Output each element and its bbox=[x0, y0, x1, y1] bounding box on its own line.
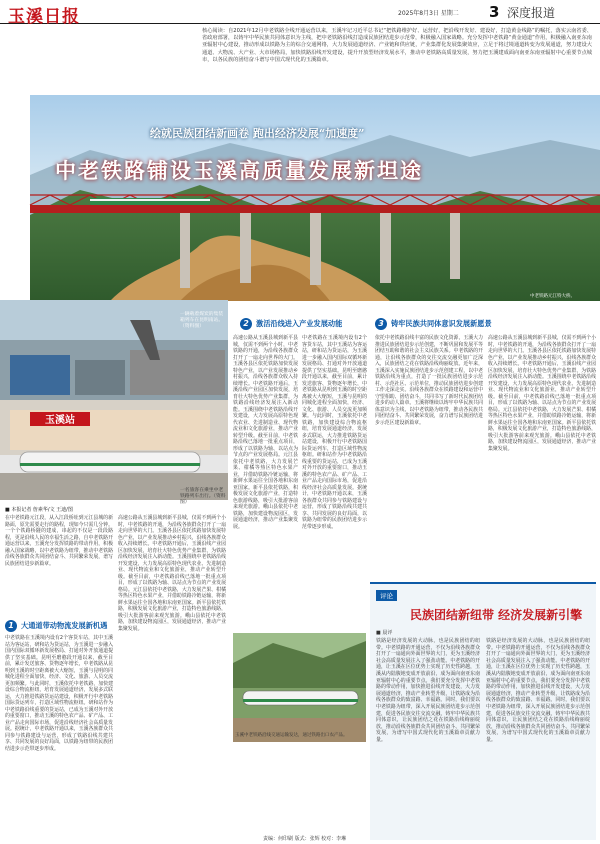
section-2-number: 2 bbox=[240, 318, 252, 330]
commentary-author: ■ 晨评 bbox=[376, 630, 393, 636]
section-3-heading bbox=[375, 318, 595, 329]
hero-caption: 中老铁路元江特大桥。 bbox=[530, 294, 575, 299]
section-2-heading bbox=[240, 318, 370, 329]
newspaper-logo: 玉溪日报 bbox=[8, 7, 80, 27]
masthead bbox=[0, 0, 600, 27]
station-and-train-illustration bbox=[0, 300, 228, 500]
byline: ■ 本报记者 詹素华/文 王迪/图 bbox=[5, 507, 73, 513]
section-3-column-b: 高速公路从玉溪县城到新平县城，仅需不到两个小时，中老铁路的开通，为沿线各族群众打开了一扇走向世界的大门。玉溪各县区依托铁路加快发展特色产业，以产业发展推动乡村振兴，沿线各族群众收入持续增长。中老铁路开通后，玉溪沿线产业园区加快发展，培育壮大特色优势产业集群，为铁路沿线经济发展注入新动能。玉溪围绕中老铁路沿线开发建设，大力发展高原特色现代农业、先进制造业、现代物流业和文化旅游业，推动产业转型升级。截至目前，中老铁路沿线已落地一批重点项目，形成了以铁路为轴、以站点为节点的产业发展格局。元江县依托中老铁路，大力发展芒果、柑橘等热区特色水果产业，并借助铁路冷链运输，将新鲜水果运往全国各地和东南亚国家。新平县依托铁路，积极发展文化旅游产业，打造特色旅游线路，吸引大批游客前来观光旅游。峨山县依托中老铁路，加快建设物流园区，发展通道经济，推动产业集聚发展。 bbox=[488, 335, 596, 452]
section-name: 深度报道 bbox=[507, 6, 556, 20]
section-3-column-a: 依托中老铁路沿线丰富的民族文化资源，玉溪大力推进民族团结进步示范创建，不断巩固和发展平等团结互助和谐的社会主义民族关系。中老铁路的开通，让沿线各族群众的交往交流交融更加广泛深入，民族团结之花在铁路沿线绚丽绽放。近年来，玉溪深入实施民族团结进步示范创建工程，以中老铁路沿线为重点，打造了一批民族团结进步示范村、示范社区、示范单位，推动民族团结进步创建工作走深走实。沿线各族群众在铁路建设和运营中守望相助、团结奋斗，共同书写了新时代民族团结进步的动人篇章。玉溪将继续以铸牢中华民族共同体意识为主线，以中老铁路为纽带，推动各民族共同团结奋斗、共同繁荣发展，奋力谱写民族团结进步示范区建设新篇章。 bbox=[375, 335, 483, 426]
editors-line: 责编：何印刷 版式：张辉 校对：李琳 bbox=[263, 836, 347, 842]
page-number: 3 bbox=[489, 3, 500, 21]
section-3-title: 铸牢民族共同体意识发展新愿景 bbox=[391, 318, 492, 328]
section-1-column-b: 高速公路从玉溪县城到新平县城，仅需不到两个小时，中老铁路的开通，为沿线各族群众打开了一扇走向世界的大门。玉溪各县区依托铁路加快发展特色产业，以产业发展推动乡村振兴，沿线各族群众收入持续增长。中老铁路开通后，玉溪沿线产业园区加快发展，培育壮大特色优势产业集群，为铁路沿线经济发展注入新动能。玉溪围绕中老铁路沿线开发建设，大力发展高原特色现代农业、先进制造业、现代物流业和文化旅游业，推动产业转型升级。截至目前，中老铁路沿线已落地一批重点项目，形成了以铁路为轴、以站点为节点的产业发展格局。元江县依托中老铁路，大力发展芒果、柑橘等热区特色水果产业，并借助铁路冷链运输，将新鲜水果运往全国各地和东南亚国家。新平县依托铁路，积极发展文化旅游产业，打造特色旅游线路，吸引大批游客前来观光旅游。峨山县依托中老铁路，加快建设物流园区，发展通道经济，推动产业集聚发展。 bbox=[118, 515, 226, 632]
section-1-column-a: 中老铁路在玉溪境内设有2个客货车站，其中玉溪站为客运站，研和站为货运站，为玉溪进一步融入国内国际双循环新发展格局、打通对外开放通道提供了坚实基础。昆明至磨憨段开通以来，截至目前，累计发送旅客、货物逐年增长，中老铁路从昆明到玉溪的时空距离被大大缩短，玉溪与昆明的同城化进程全面加快，经济、文化、旅游、人员交流更加频繁。与此同时，玉溪依托中老铁路，加快建设综合物流枢纽，培育发展通道经济，发展多式联运，大力推进铁路货运站建设，积极开行中老铁路国际货运列车，打造区域性物流枢纽。研和站作为中老铁路沿线重要的货运站，已成为玉溪对外开放的重要窗口，推动玉溪的特色农产品、矿产品、工业产品走向国际市场，促进沿线经济社会高质量发展。据统计，中老铁路开通以来，玉溪各族群众共同参与铁路建设与运营，形成了铁路沿线共建共享、共同发展的良好局面，以铁路为纽带的民族团结进步示范带逐步形成。 bbox=[5, 635, 113, 752]
station-photo bbox=[0, 300, 228, 505]
intro-column: 在中老铁路元江段，从入江段桥址到元江县城的新路面，原先需要走行的路程，现如今只需几分钟。一个个铁路桥隧的建成，串起的不仅是一段段路程，更是沿线人民的幸福生活之路，自中老铁路开通运营以来，玉溪充分发挥铁路的带动作用，积极融入国家战略，以中老铁路为纽带，推动中老铁路沿线各族群众共同团结奋斗、共同繁荣发展，谱写民族团结进步新篇章。 bbox=[5, 515, 113, 567]
hero-photo bbox=[30, 95, 600, 301]
commentary-column-b: 铁路是经济发展的大动脉，也是民族团结的纽带。中老铁路的开通运营，不仅为沿线各族群众打开了一扇通向外面世界的大门，更为玉溪经济社会高质量发展注入了强劲动能。中老铁路的开通，让玉溪在区位优势上实现了历史性跨越，玉溪从内陆腹地变成开放前沿，成为面向南亚东南亚辐射中心的重要节点。我们要充分发挥中老铁路的带动作用，加快推进沿线开发建设，大力发展通道经济，推动产业转型升级，让铁路成为沿线各族群众的致富路、幸福路。同时，我们要以中老铁路为纽带，深入开展民族团结进步示范创建，促进各民族交往交流交融，铸牢中华民族共同体意识，让民族团结之花在铁路沿线绚丽绽放，推动沿线各族群众共同团结奋斗、共同繁荣发展，为谱写中国式现代化的玉溪篇章贡献力量。 bbox=[486, 638, 590, 743]
issue-date: 2025年8月3日 星期二 bbox=[398, 10, 459, 17]
svg-text:玉溪站: 玉溪站 bbox=[45, 415, 75, 426]
photo-caption-bottom: 一名旅客在乘坐中老铁路列车出行。（资料图） bbox=[180, 488, 226, 505]
section-1-title: 大通道带动物流发展新机遇 bbox=[21, 620, 108, 630]
section-1-number: 1 bbox=[5, 620, 17, 632]
commentary-column-a: 铁路是经济发展的大动脉，也是民族团结的纽带。中老铁路的开通运营，不仅为沿线各族群众打开了一扇通向外面世界的大门，更为玉溪经济社会高质量发展注入了强劲动能。中老铁路的开通，让玉溪在区位优势上实现了历史性跨越，玉溪从内陆腹地变成开放前沿，成为面向南亚东南亚辐射中心的重要节点。我们要充分发挥中老铁路的带动作用，加快推进沿线开发建设，大力发展通道经济，推动产业转型升级，让铁路成为沿线各族群众的致富路、幸福路。同时，我们要以中老铁路为纽带，深入开展民族团结进步示范创建，促进各民族交往交流交融，铸牢中华民族共同体意识，让民族团结之花在铁路沿线绚丽绽放，推动沿线各族群众共同团结奋斗、共同繁荣发展，为谱写中国式现代化的玉溪篇章贡献力量。 bbox=[376, 638, 480, 743]
train-photo-caption: 玉溪中老铁路沿线交通运输发达，通过铁路出口农产品。 bbox=[235, 733, 348, 738]
section-3-number: 3 bbox=[375, 318, 387, 330]
commentary-tag: 评论 bbox=[376, 590, 397, 601]
photo-caption-top: 一辆载着煤炭的集装箱列车在昆明南站。（资料图） bbox=[180, 312, 224, 329]
main-headline: 中老铁路铺设玉溪高质量发展新坦途 bbox=[55, 159, 423, 183]
section-2-column-b: 中老铁路在玉溪境内设有2个客货车站，其中玉溪站为客运站，研和站为货运站，为玉溪进一步融入国内国际双循环新发展格局、打通对外开放通道提供了坚实基础。昆明至磨憨段开通以来，截至目前，累计发送旅客、货物逐年增长，中老铁路从昆明到玉溪的时空距离被大大缩短，玉溪与昆明的同城化进程全面加快，经济、文化、旅游、人员交流更加频繁。与此同时，玉溪依托中老铁路，加快建设综合物流枢纽，培育发展通道经济，发展多式联运，大力推进铁路货运站建设，积极开行中老铁路国际货运列车，打造区域性物流枢纽。研和站作为中老铁路沿线重要的货运站，已成为玉溪对外开放的重要窗口，推动玉溪的特色农产品、矿产品、工业产品走向国际市场，促进沿线经济社会高质量发展。据统计，中老铁路开通以来，玉溪各族群众共同参与铁路建设与运营，形成了铁路沿线共建共享、共同发展的良好局面，以铁路为纽带的民族团结进步示范带逐步形成。 bbox=[302, 335, 367, 530]
train-illustration bbox=[233, 633, 366, 742]
hero-subhead: 绘就民族团结新画卷 跑出经济发展“加速度” bbox=[150, 127, 365, 140]
train-photo bbox=[233, 633, 366, 742]
commentary-box bbox=[370, 582, 596, 840]
section-2-title: 激活沿线进入产业发展动能 bbox=[256, 318, 343, 328]
commentary-title: 民族团结新纽带 经济发展新引擎 bbox=[410, 608, 583, 622]
section-2-column-a: 高速公路从玉溪县城到新平县城，仅需不到两个小时，中老铁路的开通，为沿线各族群众打开了一扇走向世界的大门。玉溪各县区依托铁路加快发展特色产业，以产业发展推动乡村振兴，沿线各族群众收入持续增长。中老铁路开通后，玉溪沿线产业园区加快发展，培育壮大特色优势产业集群，为铁路沿线经济发展注入新动能。玉溪围绕中老铁路沿线开发建设，大力发展高原特色现代农业、先进制造业、现代物流业和文化旅游业，推动产业转型升级。截至目前，中老铁路沿线已落地一批重点项目，形成了以铁路为轴、以站点为节点的产业发展格局。元江县依托中老铁路，大力发展芒果、柑橘等热区特色水果产业，并借助铁路冷链运输，将新鲜水果运往全国各地和东南亚国家。新平县依托铁路，积极发展文化旅游产业，打造特色旅游线路，吸引大批游客前来观光旅游。峨山县依托中老铁路，加快建设物流园区，发展通道经济，推动产业集聚发展。 bbox=[233, 335, 298, 530]
lead-paragraph: 核心阅读：自2021年12月中老铁路全线开通运营以来，玉溪牢记习近平总书记“把铁路维护好、运营好，把沿线开发好、建设好，打造黄金线路”的嘱托，落实云南省委、省政府部署，以铸牢中华民族共同体意识为主线，把中老铁路沿线打造成民族团结进步示范带，积极融入国家战略。充分发挥中老铁路“黄金通道”作用，积极融入南亚东南亚辐射中心建设，推动形成以铁路为主的综合交通网络，大力发展通道经济、产业链和供应链，产业集群化发展集聚效应，立足于将过境通道转变为发展通道，努力建设大通道、大物流、大产业、大市场格局，加快铁路沿线开发建设，提升开放型经济发展水平，推动中老铁路高质量发展，努力把玉溪建成面向南亚东南亚辐射中心重要节点城市，以各民族的团结奋斗谱写中国式现代化的玉溪篇章。 bbox=[202, 28, 592, 63]
